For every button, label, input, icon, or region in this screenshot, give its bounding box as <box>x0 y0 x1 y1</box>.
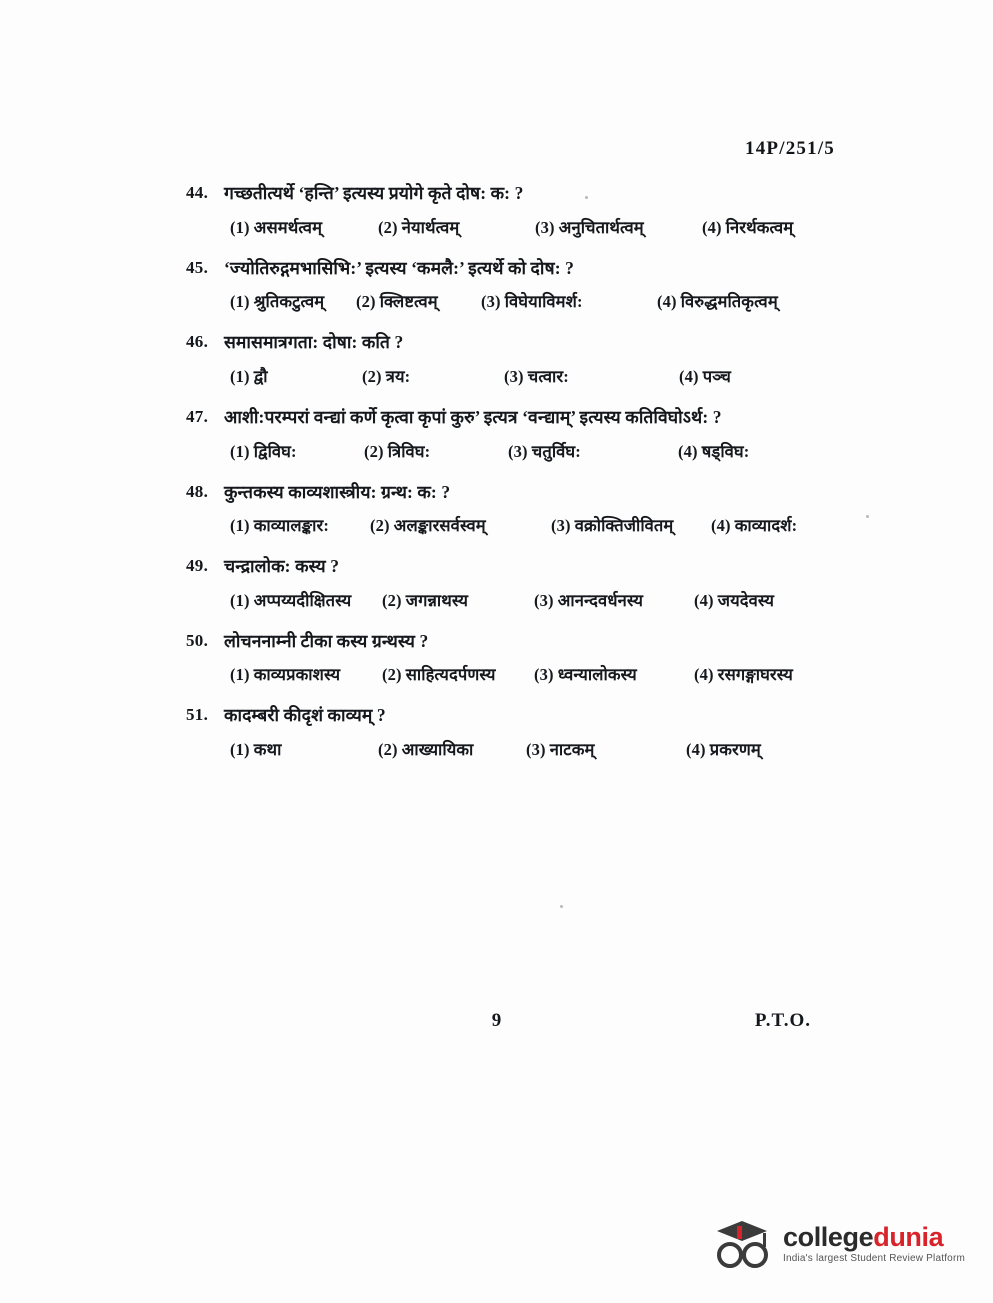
option-3[interactable]: (3) वक्रोक्तिजीवितम् <box>551 516 674 536</box>
option-3[interactable]: (3) आनन्दवर्धनस्य <box>534 590 644 610</box>
option-1[interactable]: (1) द्विविघ: <box>230 441 297 461</box>
question-item <box>186 481 866 537</box>
question-text: ‘ज्योतिरुद्गमभासिभि:’ इत्यस्य ‘कमलै:’ इत्यर्थे को दोष: ? <box>224 257 574 278</box>
option-4[interactable]: (4) रसगङ्गाघरस्य <box>694 665 793 685</box>
option-2[interactable]: (2) त्रय: <box>362 366 411 386</box>
option-list <box>186 289 866 312</box>
option-list <box>186 662 866 685</box>
option-list <box>186 513 866 536</box>
option-1[interactable]: (1) असमर्थत्वम् <box>230 217 323 237</box>
option-3[interactable]: (3) विघेयाविमर्श: <box>481 292 583 312</box>
question-number: 46. <box>186 332 209 352</box>
question-item <box>186 331 866 387</box>
option-2[interactable]: (2) आख्यायिका <box>378 740 474 759</box>
option-3[interactable]: (3) अनुचितार्थत्वम् <box>535 217 644 237</box>
option-2[interactable]: (2) अलङ्कारसर्वस्वम् <box>370 516 486 536</box>
option-3[interactable]: (3) चतुर्विघ: <box>508 441 581 461</box>
watermark-name-accent: dunia <box>873 1222 944 1253</box>
questions-container <box>186 182 866 779</box>
option-4[interactable]: (4) निरर्थकत्वम् <box>702 217 794 237</box>
option-3[interactable]: (3) ध्वन्यालोकस्य <box>534 665 637 685</box>
option-list <box>186 588 866 611</box>
question-text: लोचननाम्नी टीका कस्य ग्रन्थस्य ? <box>224 630 429 651</box>
option-1[interactable]: (1) काव्यप्रकाशस्य <box>230 665 341 685</box>
watermark-tagline: India's largest Student Review Platform <box>782 1253 965 1265</box>
question-text: आशी:परम्परां वन्द्यां कर्णे कृत्वा कृपां कुरु’ इत्यत्र ‘वन्द्याम्’ इत्यस्य कतिविघोऽर्थ: ? <box>224 406 722 427</box>
question-number: 48. <box>186 481 209 501</box>
question-number: 49. <box>186 556 209 576</box>
question-text: समासमात्रगता: दोषा: कति ? <box>224 332 404 353</box>
question-item <box>186 555 866 611</box>
question-text: कुन्तकस्य काव्यशास्त्रीय: ग्रन्थ: क: ? <box>224 481 451 502</box>
option-2[interactable]: (2) नेयार्थत्वम् <box>378 217 460 237</box>
option-3[interactable]: (3) नाटकम् <box>526 740 595 759</box>
question-item <box>186 630 866 686</box>
collegedunia-watermark <box>711 1213 965 1275</box>
question-text: गच्छतीत्यर्थे ‘हन्ति’ इत्यस्य प्रयोगे कृते दोष: क: ? <box>224 183 524 203</box>
question-text: कादम्बरी कीदृशं काव्यम् ? <box>224 705 386 726</box>
option-4[interactable]: (4) जयदेवस्य <box>694 590 775 610</box>
option-2[interactable]: (2) त्रिविघ: <box>364 441 431 461</box>
page-number: 9 <box>491 1010 502 1031</box>
option-2[interactable]: (2) क्लिष्टत्वम् <box>356 292 438 312</box>
option-2[interactable]: (2) जगन्नाथस्य <box>382 590 469 610</box>
option-list <box>186 737 866 760</box>
question-number: 50. <box>186 630 209 650</box>
question-text: चन्द्रालोक: कस्य ? <box>224 556 340 577</box>
option-1[interactable]: (1) काव्यालङ्कार: <box>230 516 329 536</box>
graduation-cap-glasses-icon <box>711 1213 773 1275</box>
option-list <box>186 439 866 462</box>
question-item <box>186 182 866 238</box>
option-4[interactable]: (4) विरुद्धमतिकृत्वम् <box>657 292 778 312</box>
option-4[interactable]: (4) प्रकरणम् <box>686 740 761 759</box>
question-item <box>186 704 866 760</box>
option-list <box>186 215 866 238</box>
option-3[interactable]: (3) चत्वार: <box>504 366 569 386</box>
option-4[interactable]: (4) पञ्च <box>679 366 731 386</box>
question-item <box>186 406 866 462</box>
question-number: 47. <box>186 406 209 426</box>
question-number: 45. <box>186 257 209 277</box>
scan-speck <box>866 515 869 518</box>
option-list <box>186 364 866 387</box>
option-1[interactable]: (1) श्रुतिकटुत्वम् <box>230 292 325 312</box>
watermark-name-primary: college <box>782 1222 874 1253</box>
turn-over-label: P.T.O. <box>754 1010 811 1031</box>
question-item <box>186 257 866 313</box>
option-2[interactable]: (2) साहित्यदर्पणस्य <box>382 665 496 685</box>
option-1[interactable]: (1) कथा <box>230 740 282 759</box>
paper-code: 14P/251/5 <box>745 138 835 159</box>
option-1[interactable]: (1) अप्पय्यदीक्षितस्य <box>230 590 352 610</box>
option-1[interactable]: (1) द्वौ <box>230 366 268 386</box>
question-number: 44. <box>186 183 209 202</box>
question-number: 51. <box>186 705 209 725</box>
scan-speck <box>560 905 563 908</box>
option-4[interactable]: (4) काव्यादर्श: <box>711 516 798 536</box>
option-4[interactable]: (4) षड्विघ: <box>678 441 750 461</box>
